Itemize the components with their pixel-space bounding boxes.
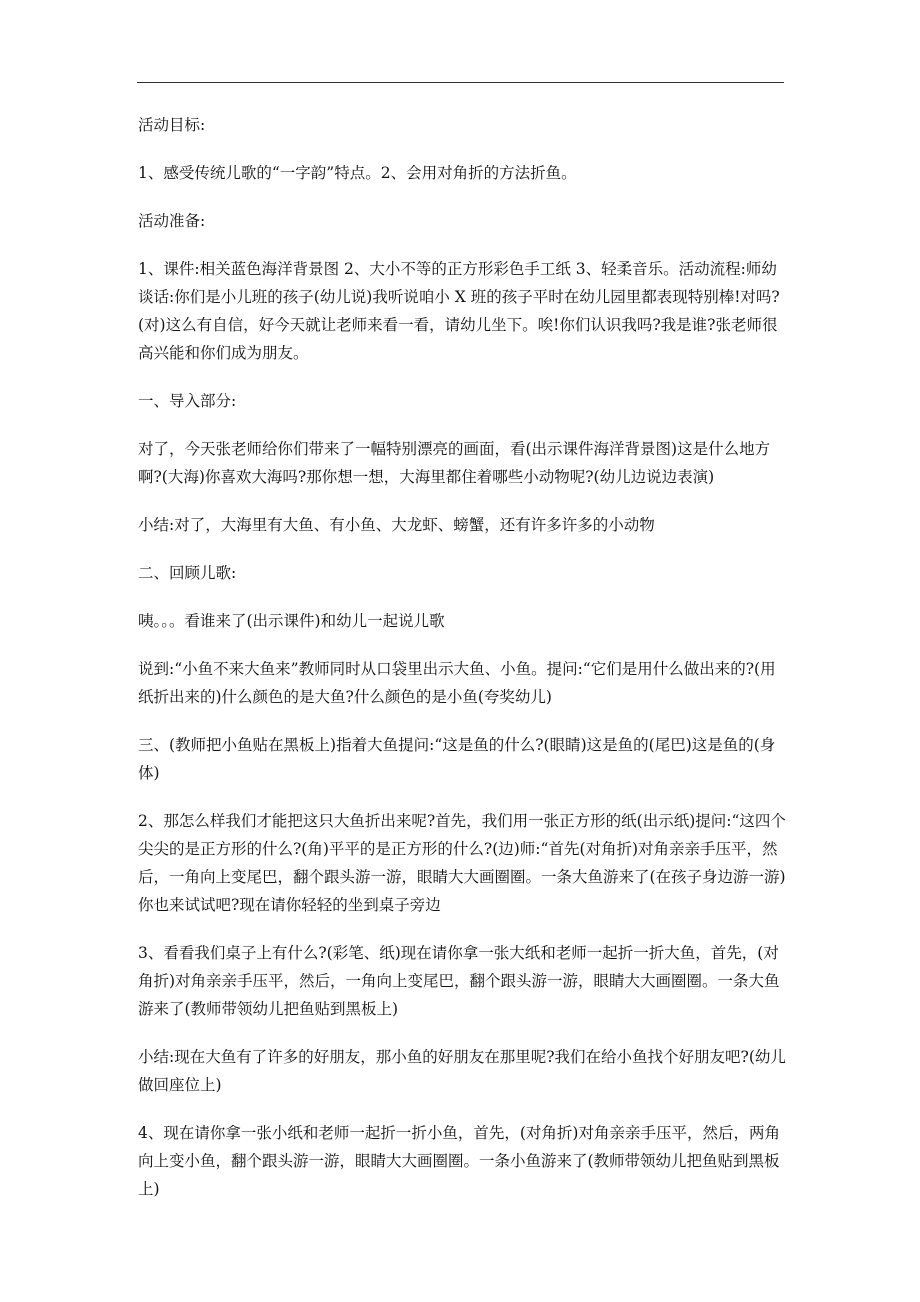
header-rule [137,82,784,83]
paragraph-preparation: 1、课件:相关蓝色海洋背景图 2、大小不等的正方形彩色手工纸 3、轻柔音乐。活动流程:师幼谈话:你们是小儿班的孩子(幼儿说)我听说咱小 X 班的孩子平时在幼儿园里都表现特别棒!对吗?(对)这么有自信，好今天就让老师来看一看，请幼儿坐下。唉!你们认识我吗?我是谁?张老师很高兴能和你们成为朋友。 [138,260,780,362]
section-heading-intro: 一、导入部分: [138,392,237,410]
paragraph-goals: 1、感受传统儿歌的“一字韵”特点。2、会用对角折的方法折鱼。 [138,164,577,182]
paragraph-step-3: 3、看看我们桌子上有什么?(彩笔、纸)现在请你拿一张大纸和老师一起折一折大鱼，首先，(对角折)对角亲亲手压平，然后，一角向上变尾巴，翻个跟头游一游，眼睛大大画圈圈。一条大鱼游来了(教师带领幼儿把鱼贴到黑板上) [138,944,780,1018]
document-body [138,111,786,1223]
section-heading-review: 二、回顾儿歌: [138,564,237,582]
paragraph-review: 咦。。。看谁来了(出示课件)和幼儿一起说儿歌 [138,612,445,630]
paragraph-question: 说到:“小鱼不来大鱼来”教师同时从口袋里出示大鱼、小鱼。提问:“它们是用什么做出来的?(用纸折出来的)什么颜色的是大鱼?什么颜色的是小鱼(夸奖幼儿) [138,660,776,706]
paragraph-intro: 对了，今天张老师给你们带来了一幅特别漂亮的画面，看(出示课件海洋背景图)这是什么地方啊?(大海)你喜欢大海吗?那你想一想，大海里都住着哪些小动物呢?(幼儿边说边表演) [138,440,771,486]
paragraph-part-three: 三、(教师把小鱼贴在黑板上)指着大鱼提问:“这是鱼的什么?(眼睛)这是鱼的(尾巴)这是鱼的(身体) [138,736,776,782]
paragraph-summary-2: 小结:现在大鱼有了许多的好朋友，那小鱼的好朋友在那里呢?我们在给小鱼找个好朋友吧?(幼儿做回座位上) [138,1048,786,1094]
paragraph-step-4: 4、现在请你拿一张小纸和老师一起折一折小鱼，首先，(对角折)对角亲亲手压平，然后，两角向上变小鱼，翻个跟头游一游，眼睛大大画圈圈。一条小鱼游来了(教师带领幼儿把鱼贴到黑板上) [138,1124,780,1198]
paragraph-summary-1: 小结:对了，大海里有大鱼、有小鱼、大龙虾、螃蟹，还有许多许多的小动物 [138,516,655,534]
paragraph-step-2: 2、那怎么样我们才能把这只大鱼折出来呢?首先，我们用一张正方形的纸(出示纸)提问:“这四个尖尖的是正方形的什么?(角)平平的是正方形的什么?(边)师:“首先(对角折)对角亲亲手压平，然后，一角向上变尾巴，翻个跟头游一游，眼睛大大画圈圈。一条大鱼游来了(在孩子身边游一游)你也来试试吧?现在请你轻轻的坐到桌子旁边 [138,812,786,914]
section-heading-goals: 活动目标: [138,116,206,134]
section-heading-preparation: 活动准备: [138,212,206,230]
